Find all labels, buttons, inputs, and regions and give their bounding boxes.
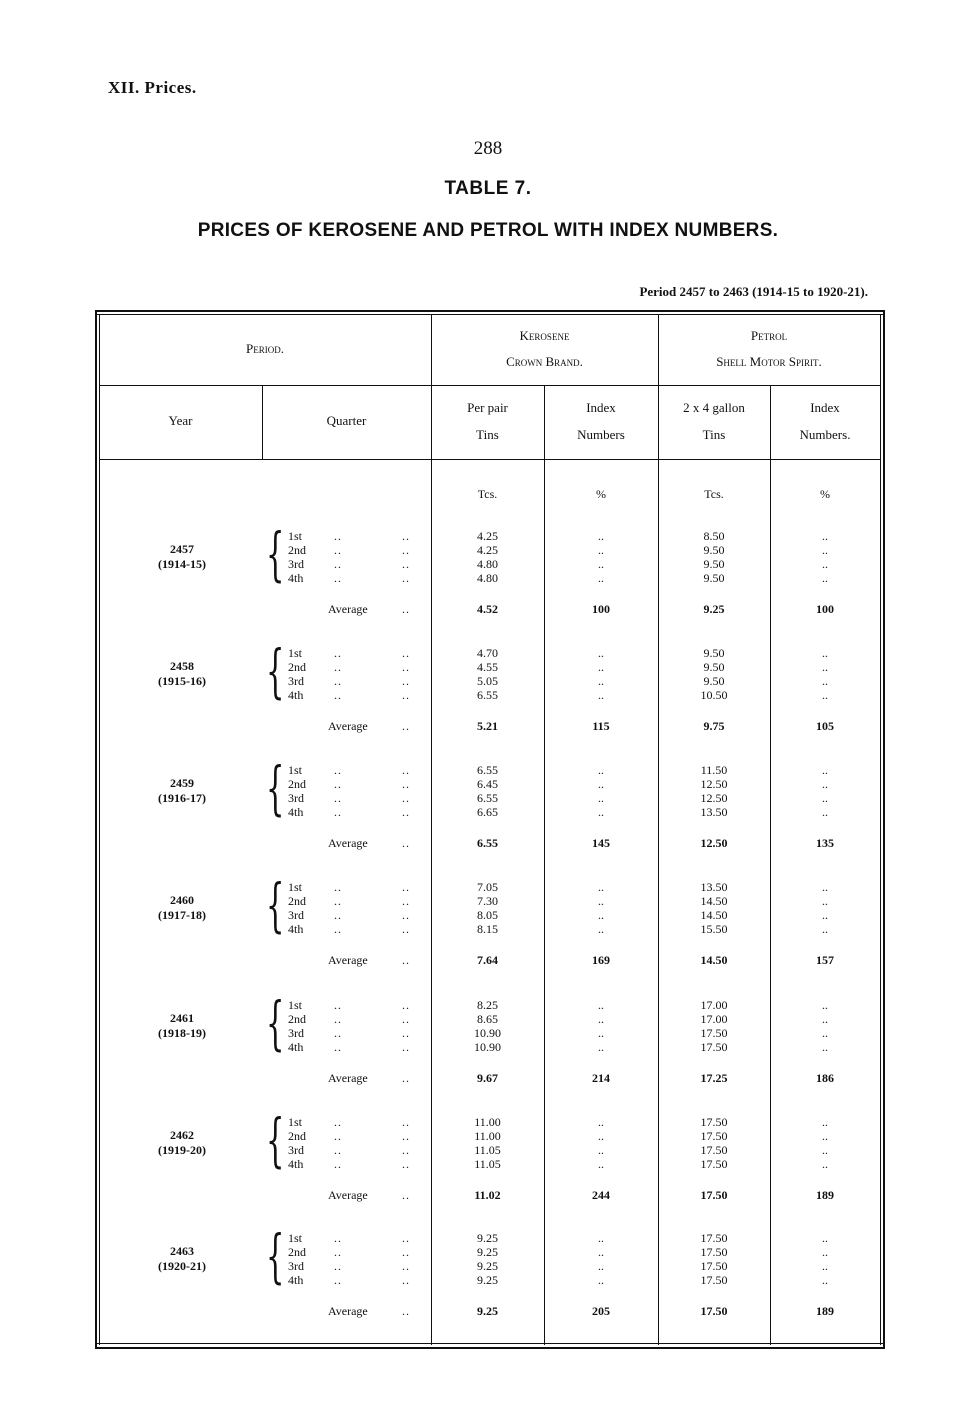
quarter-label: 1st	[288, 763, 303, 777]
leader-dots: ..	[402, 1304, 410, 1318]
petrol-price: 9.50	[703, 557, 725, 571]
kerosene-price: 8.65	[477, 1012, 498, 1026]
kerosene-price: 8.15	[477, 922, 498, 936]
average-kerosene-index: 244	[592, 1188, 610, 1202]
petrol-index-dots: ..	[822, 1259, 828, 1273]
kerosene-price: 9.25	[477, 1273, 498, 1287]
petrol-index-dots: ..	[822, 529, 828, 543]
average-kerosene: 11.02	[474, 1188, 501, 1202]
leader-dots: ..	[334, 1143, 342, 1157]
quarter-label: 4th	[288, 1040, 304, 1054]
header-index: Index	[586, 400, 616, 415]
petrol-price: 17.50	[700, 1129, 728, 1143]
average-kerosene-index: 115	[592, 719, 610, 733]
brace-glyph: {	[266, 989, 285, 1057]
leader-dots: ..	[334, 557, 342, 571]
header-per-pair: Per pair	[467, 400, 508, 415]
quarter-label: 3rd	[288, 1143, 304, 1157]
average-petrol-index: 100	[816, 602, 834, 616]
petrol-index-dots: ..	[822, 1245, 828, 1259]
kerosene-price: 8.25	[477, 998, 498, 1012]
average-kerosene-index: 214	[592, 1071, 610, 1085]
leader-dots: ..	[402, 1157, 410, 1171]
leader-dots: ..	[402, 908, 410, 922]
average-petrol-index: 189	[816, 1188, 834, 1202]
petrol-price: 17.50	[700, 1157, 728, 1171]
leader-dots: ..	[334, 674, 342, 688]
average-kerosene: 7.64	[477, 953, 498, 967]
leader-dots: ..	[402, 557, 410, 571]
petrol-price: 9.50	[703, 660, 725, 674]
petrol-index-dots: ..	[822, 646, 828, 660]
average-petrol: 9.75	[703, 719, 725, 733]
unit-percent-petrol: %	[820, 487, 830, 501]
average-label: Average	[328, 1188, 368, 1202]
petrol-price: 14.50	[700, 894, 728, 908]
kerosene-price: 6.45	[477, 777, 498, 791]
section-heading: XII. Prices.	[108, 78, 197, 97]
brace-glyph: {	[266, 754, 285, 822]
petrol-price: 9.50	[703, 543, 725, 557]
kerosene-index-dots: ..	[598, 777, 604, 791]
quarter-label: 1st	[288, 646, 303, 660]
quarter-label: 4th	[288, 805, 304, 819]
kerosene-index-dots: ..	[598, 1040, 604, 1054]
average-petrol-index: 105	[816, 719, 834, 733]
kerosene-index-dots: ..	[598, 791, 604, 805]
kerosene-price: 9.25	[477, 1259, 498, 1273]
header-kerosene: Kerosene	[519, 328, 570, 343]
year-range-label: (1917-18)	[158, 908, 206, 922]
header-gallon: 2 x 4 gallon	[683, 400, 745, 415]
petrol-index-dots: ..	[822, 571, 828, 585]
quarter-label: 3rd	[288, 791, 304, 805]
year-label: 2459	[170, 776, 194, 790]
petrol-price: 17.50	[700, 1245, 728, 1259]
leader-dots: ..	[402, 571, 410, 585]
petrol-price: 9.50	[703, 674, 725, 688]
year-label: 2463	[170, 1244, 194, 1258]
average-petrol: 14.50	[700, 953, 728, 967]
header-index-petrol: Index	[810, 400, 840, 415]
quarter-label: 4th	[288, 1273, 304, 1287]
petrol-index-dots: ..	[822, 777, 828, 791]
leader-dots: ..	[402, 1143, 410, 1157]
leader-dots: ..	[402, 791, 410, 805]
petrol-index-dots: ..	[822, 1012, 828, 1026]
petrol-index-dots: ..	[822, 1129, 828, 1143]
kerosene-price: 6.55	[477, 688, 498, 702]
page-number: 288	[473, 138, 503, 159]
brace-glyph: {	[266, 871, 285, 939]
leader-dots: ..	[402, 805, 410, 819]
kerosene-index-dots: ..	[598, 1157, 604, 1171]
average-kerosene-index: 205	[592, 1304, 610, 1318]
petrol-price: 9.50	[703, 571, 725, 585]
kerosene-price: 10.90	[474, 1026, 501, 1040]
kerosene-index-dots: ..	[598, 557, 604, 571]
average-petrol: 9.25	[703, 602, 725, 616]
brace-glyph: {	[266, 520, 285, 588]
quarter-label: 2nd	[288, 543, 306, 557]
kerosene-index-dots: ..	[598, 1273, 604, 1287]
year-label: 2457	[170, 542, 194, 556]
petrol-price: 8.50	[703, 529, 725, 543]
leader-dots: ..	[334, 1026, 342, 1040]
kerosene-price: 4.25	[477, 529, 498, 543]
leader-dots: ..	[334, 529, 342, 543]
average-label: Average	[328, 602, 368, 616]
quarter-label: 1st	[288, 1231, 303, 1245]
leader-dots: ..	[402, 602, 410, 616]
average-kerosene-index: 169	[592, 953, 610, 967]
quarter-label: 1st	[288, 998, 303, 1012]
kerosene-index-dots: ..	[598, 660, 604, 674]
average-kerosene-index: 145	[592, 836, 610, 850]
petrol-index-dots: ..	[822, 791, 828, 805]
petrol-price: 17.50	[700, 1143, 728, 1157]
leader-dots: ..	[402, 1231, 410, 1245]
kerosene-index-dots: ..	[598, 922, 604, 936]
quarter-label: 2nd	[288, 1245, 306, 1259]
leader-dots: ..	[334, 571, 342, 585]
quarter-label: 1st	[288, 1115, 303, 1129]
petrol-price: 17.50	[700, 1026, 728, 1040]
leader-dots: ..	[402, 1245, 410, 1259]
kerosene-index-dots: ..	[598, 543, 604, 557]
petrol-price: 10.50	[700, 688, 728, 702]
petrol-price: 17.50	[700, 1273, 728, 1287]
petrol-index-dots: ..	[822, 557, 828, 571]
brace-glyph: {	[266, 1222, 285, 1290]
kerosene-index-dots: ..	[598, 1245, 604, 1259]
leader-dots: ..	[334, 688, 342, 702]
leader-dots: ..	[402, 543, 410, 557]
petrol-price: 14.50	[700, 908, 728, 922]
kerosene-index-dots: ..	[598, 763, 604, 777]
average-label: Average	[328, 1071, 368, 1085]
kerosene-index-dots: ..	[598, 688, 604, 702]
petrol-index-dots: ..	[822, 998, 828, 1012]
kerosene-index-dots: ..	[598, 1231, 604, 1245]
leader-dots: ..	[334, 805, 342, 819]
leader-dots: ..	[402, 1026, 410, 1040]
kerosene-index-dots: ..	[598, 908, 604, 922]
kerosene-price: 6.55	[477, 791, 498, 805]
leader-dots: ..	[334, 1115, 342, 1129]
kerosene-index-dots: ..	[598, 1115, 604, 1129]
quarter-label: 2nd	[288, 1012, 306, 1026]
petrol-price: 17.00	[700, 1012, 728, 1026]
petrol-price: 11.50	[700, 763, 728, 777]
kerosene-index-dots: ..	[598, 805, 604, 819]
petrol-index-dots: ..	[822, 1026, 828, 1040]
leader-dots: ..	[402, 763, 410, 777]
petrol-price: 12.50	[700, 777, 728, 791]
leader-dots: ..	[334, 543, 342, 557]
average-kerosene: 6.55	[477, 836, 498, 850]
quarter-label: 3rd	[288, 557, 304, 571]
header-period: Period.	[246, 341, 284, 356]
kerosene-index-dots: ..	[598, 1026, 604, 1040]
leader-dots: ..	[334, 1245, 342, 1259]
average-label: Average	[328, 1304, 368, 1318]
header-kerosene-brand: Crown Brand.	[506, 354, 583, 369]
average-petrol: 12.50	[700, 836, 728, 850]
petrol-price: 17.50	[700, 1231, 728, 1245]
average-kerosene: 4.52	[477, 602, 498, 616]
leader-dots: ..	[402, 880, 410, 894]
year-range-label: (1918-19)	[158, 1026, 206, 1040]
quarter-label: 1st	[288, 529, 303, 543]
leader-dots: ..	[334, 908, 342, 922]
table-subtitle: PRICES OF KEROSENE AND PETROL WITH INDEX NUMBERS.	[197, 220, 779, 241]
average-label: Average	[328, 953, 368, 967]
leader-dots: ..	[334, 1040, 342, 1054]
leader-dots: ..	[334, 894, 342, 908]
period-note: Period 2457 to 2463 (1914-15 to 1920-21).	[639, 284, 868, 299]
table-title: TABLE 7.	[444, 178, 532, 199]
petrol-index-dots: ..	[822, 543, 828, 557]
petrol-index-dots: ..	[822, 1040, 828, 1054]
leader-dots: ..	[402, 1188, 410, 1202]
kerosene-price: 4.80	[477, 571, 498, 585]
year-label: 2462	[170, 1128, 194, 1142]
year-range-label: (1919-20)	[158, 1143, 206, 1157]
kerosene-index-dots: ..	[598, 1012, 604, 1026]
quarter-label: 1st	[288, 880, 303, 894]
year-label: 2458	[170, 659, 194, 673]
average-petrol: 17.50	[700, 1304, 728, 1318]
leader-dots: ..	[402, 1273, 410, 1287]
leader-dots: ..	[402, 1129, 410, 1143]
kerosene-index-dots: ..	[598, 998, 604, 1012]
kerosene-price: 8.05	[477, 908, 498, 922]
petrol-index-dots: ..	[822, 805, 828, 819]
kerosene-price: 9.25	[477, 1245, 498, 1259]
kerosene-price: 4.25	[477, 543, 498, 557]
quarter-label: 3rd	[288, 1026, 304, 1040]
year-range-label: (1915-16)	[158, 674, 206, 688]
leader-dots: ..	[402, 953, 410, 967]
kerosene-price: 11.05	[474, 1157, 501, 1171]
petrol-index-dots: ..	[822, 922, 828, 936]
year-range-label: (1914-15)	[158, 557, 206, 571]
petrol-index-dots: ..	[822, 1273, 828, 1287]
average-label: Average	[328, 836, 368, 850]
petrol-price: 13.50	[700, 880, 728, 894]
leader-dots: ..	[402, 529, 410, 543]
header-quarter: Quarter	[326, 413, 367, 428]
kerosene-price: 4.80	[477, 557, 498, 571]
kerosene-price: 10.90	[474, 1040, 501, 1054]
kerosene-index-dots: ..	[598, 674, 604, 688]
kerosene-index-dots: ..	[598, 571, 604, 585]
leader-dots: ..	[402, 1115, 410, 1129]
leader-dots: ..	[334, 646, 342, 660]
petrol-price: 17.50	[700, 1115, 728, 1129]
kerosene-index-dots: ..	[598, 1129, 604, 1143]
average-kerosene: 9.25	[477, 1304, 498, 1318]
quarter-label: 3rd	[288, 908, 304, 922]
average-petrol: 17.50	[700, 1188, 728, 1202]
petrol-index-dots: ..	[822, 1143, 828, 1157]
header-numbers: Numbers	[577, 427, 625, 442]
leader-dots: ..	[402, 660, 410, 674]
leader-dots: ..	[334, 1129, 342, 1143]
petrol-price: 13.50	[700, 805, 728, 819]
leader-dots: ..	[402, 1259, 410, 1273]
year-label: 2461	[170, 1011, 194, 1025]
brace-glyph: {	[266, 1106, 285, 1174]
petrol-index-dots: ..	[822, 674, 828, 688]
leader-dots: ..	[334, 880, 342, 894]
kerosene-price: 4.55	[477, 660, 498, 674]
kerosene-index-dots: ..	[598, 646, 604, 660]
kerosene-index-dots: ..	[598, 894, 604, 908]
leader-dots: ..	[334, 1273, 342, 1287]
kerosene-price: 11.00	[474, 1115, 501, 1129]
quarter-label: 2nd	[288, 660, 306, 674]
leader-dots: ..	[402, 777, 410, 791]
leader-dots: ..	[402, 922, 410, 936]
leader-dots: ..	[334, 1231, 342, 1245]
quarter-label: 4th	[288, 1157, 304, 1171]
petrol-price: 17.50	[700, 1040, 728, 1054]
average-kerosene: 9.67	[477, 1071, 498, 1085]
kerosene-index-dots: ..	[598, 529, 604, 543]
kerosene-price: 6.65	[477, 805, 498, 819]
kerosene-index-dots: ..	[598, 880, 604, 894]
quarter-label: 3rd	[288, 674, 304, 688]
petrol-price: 15.50	[700, 922, 728, 936]
petrol-price: 17.50	[700, 1259, 728, 1273]
average-petrol-index: 189	[816, 1304, 834, 1318]
quarter-label: 3rd	[288, 1259, 304, 1273]
kerosene-price: 5.05	[477, 674, 498, 688]
leader-dots: ..	[334, 922, 342, 936]
quarter-label: 4th	[288, 688, 304, 702]
unit-tcs-petrol: Tcs.	[704, 487, 724, 501]
brace-glyph: {	[266, 637, 285, 705]
petrol-price: 17.00	[700, 998, 728, 1012]
kerosene-price: 11.05	[474, 1143, 501, 1157]
leader-dots: ..	[402, 646, 410, 660]
leader-dots: ..	[334, 998, 342, 1012]
header-tins-petrol: Tins	[702, 427, 726, 442]
leader-dots: ..	[334, 791, 342, 805]
leader-dots: ..	[334, 763, 342, 777]
year-range-label: (1916-17)	[158, 791, 206, 805]
petrol-price: 9.50	[703, 646, 725, 660]
leader-dots: ..	[334, 777, 342, 791]
header-tins: Tins	[476, 427, 499, 442]
petrol-index-dots: ..	[822, 1157, 828, 1171]
kerosene-price: 7.05	[477, 880, 498, 894]
leader-dots: ..	[402, 1040, 410, 1054]
average-petrol-index: 135	[816, 836, 834, 850]
kerosene-price: 4.70	[477, 646, 498, 660]
petrol-index-dots: ..	[822, 908, 828, 922]
leader-dots: ..	[402, 836, 410, 850]
header-petrol-brand: Shell Motor Spirit.	[716, 354, 822, 369]
petrol-index-dots: ..	[822, 688, 828, 702]
quarter-label: 4th	[288, 922, 304, 936]
kerosene-index-dots: ..	[598, 1259, 604, 1273]
petrol-index-dots: ..	[822, 880, 828, 894]
petrol-index-dots: ..	[822, 660, 828, 674]
quarter-label: 2nd	[288, 777, 306, 791]
leader-dots: ..	[402, 1071, 410, 1085]
average-kerosene-index: 100	[592, 602, 610, 616]
leader-dots: ..	[402, 1012, 410, 1026]
quarter-label: 2nd	[288, 894, 306, 908]
quarter-label: 2nd	[288, 1129, 306, 1143]
leader-dots: ..	[402, 719, 410, 733]
year-label: 2460	[170, 893, 194, 907]
kerosene-price: 11.00	[474, 1129, 501, 1143]
average-petrol-index: 186	[816, 1071, 834, 1085]
petrol-index-dots: ..	[822, 763, 828, 777]
petrol-price: 12.50	[700, 791, 728, 805]
kerosene-price: 7.30	[477, 894, 498, 908]
average-label: Average	[328, 719, 368, 733]
petrol-index-dots: ..	[822, 1231, 828, 1245]
header-petrol: Petrol	[750, 328, 788, 343]
average-petrol: 17.25	[700, 1071, 728, 1085]
leader-dots: ..	[402, 688, 410, 702]
leader-dots: ..	[334, 1157, 342, 1171]
leader-dots: ..	[334, 1012, 342, 1026]
kerosene-price: 6.55	[477, 763, 498, 777]
kerosene-index-dots: ..	[598, 1143, 604, 1157]
unit-tcs: Tcs.	[477, 487, 498, 501]
petrol-index-dots: ..	[822, 1115, 828, 1129]
leader-dots: ..	[334, 1259, 342, 1273]
average-kerosene: 5.21	[477, 719, 498, 733]
leader-dots: ..	[402, 894, 410, 908]
quarter-label: 4th	[288, 571, 304, 585]
leader-dots: ..	[334, 660, 342, 674]
header-year: Year	[168, 413, 193, 428]
unit-percent: %	[596, 487, 606, 501]
leader-dots: ..	[402, 674, 410, 688]
petrol-index-dots: ..	[822, 894, 828, 908]
header-numbers-petrol: Numbers.	[799, 427, 851, 442]
kerosene-price: 9.25	[477, 1231, 498, 1245]
average-petrol-index: 157	[816, 953, 834, 967]
year-range-label: (1920-21)	[158, 1259, 206, 1273]
leader-dots: ..	[402, 998, 410, 1012]
